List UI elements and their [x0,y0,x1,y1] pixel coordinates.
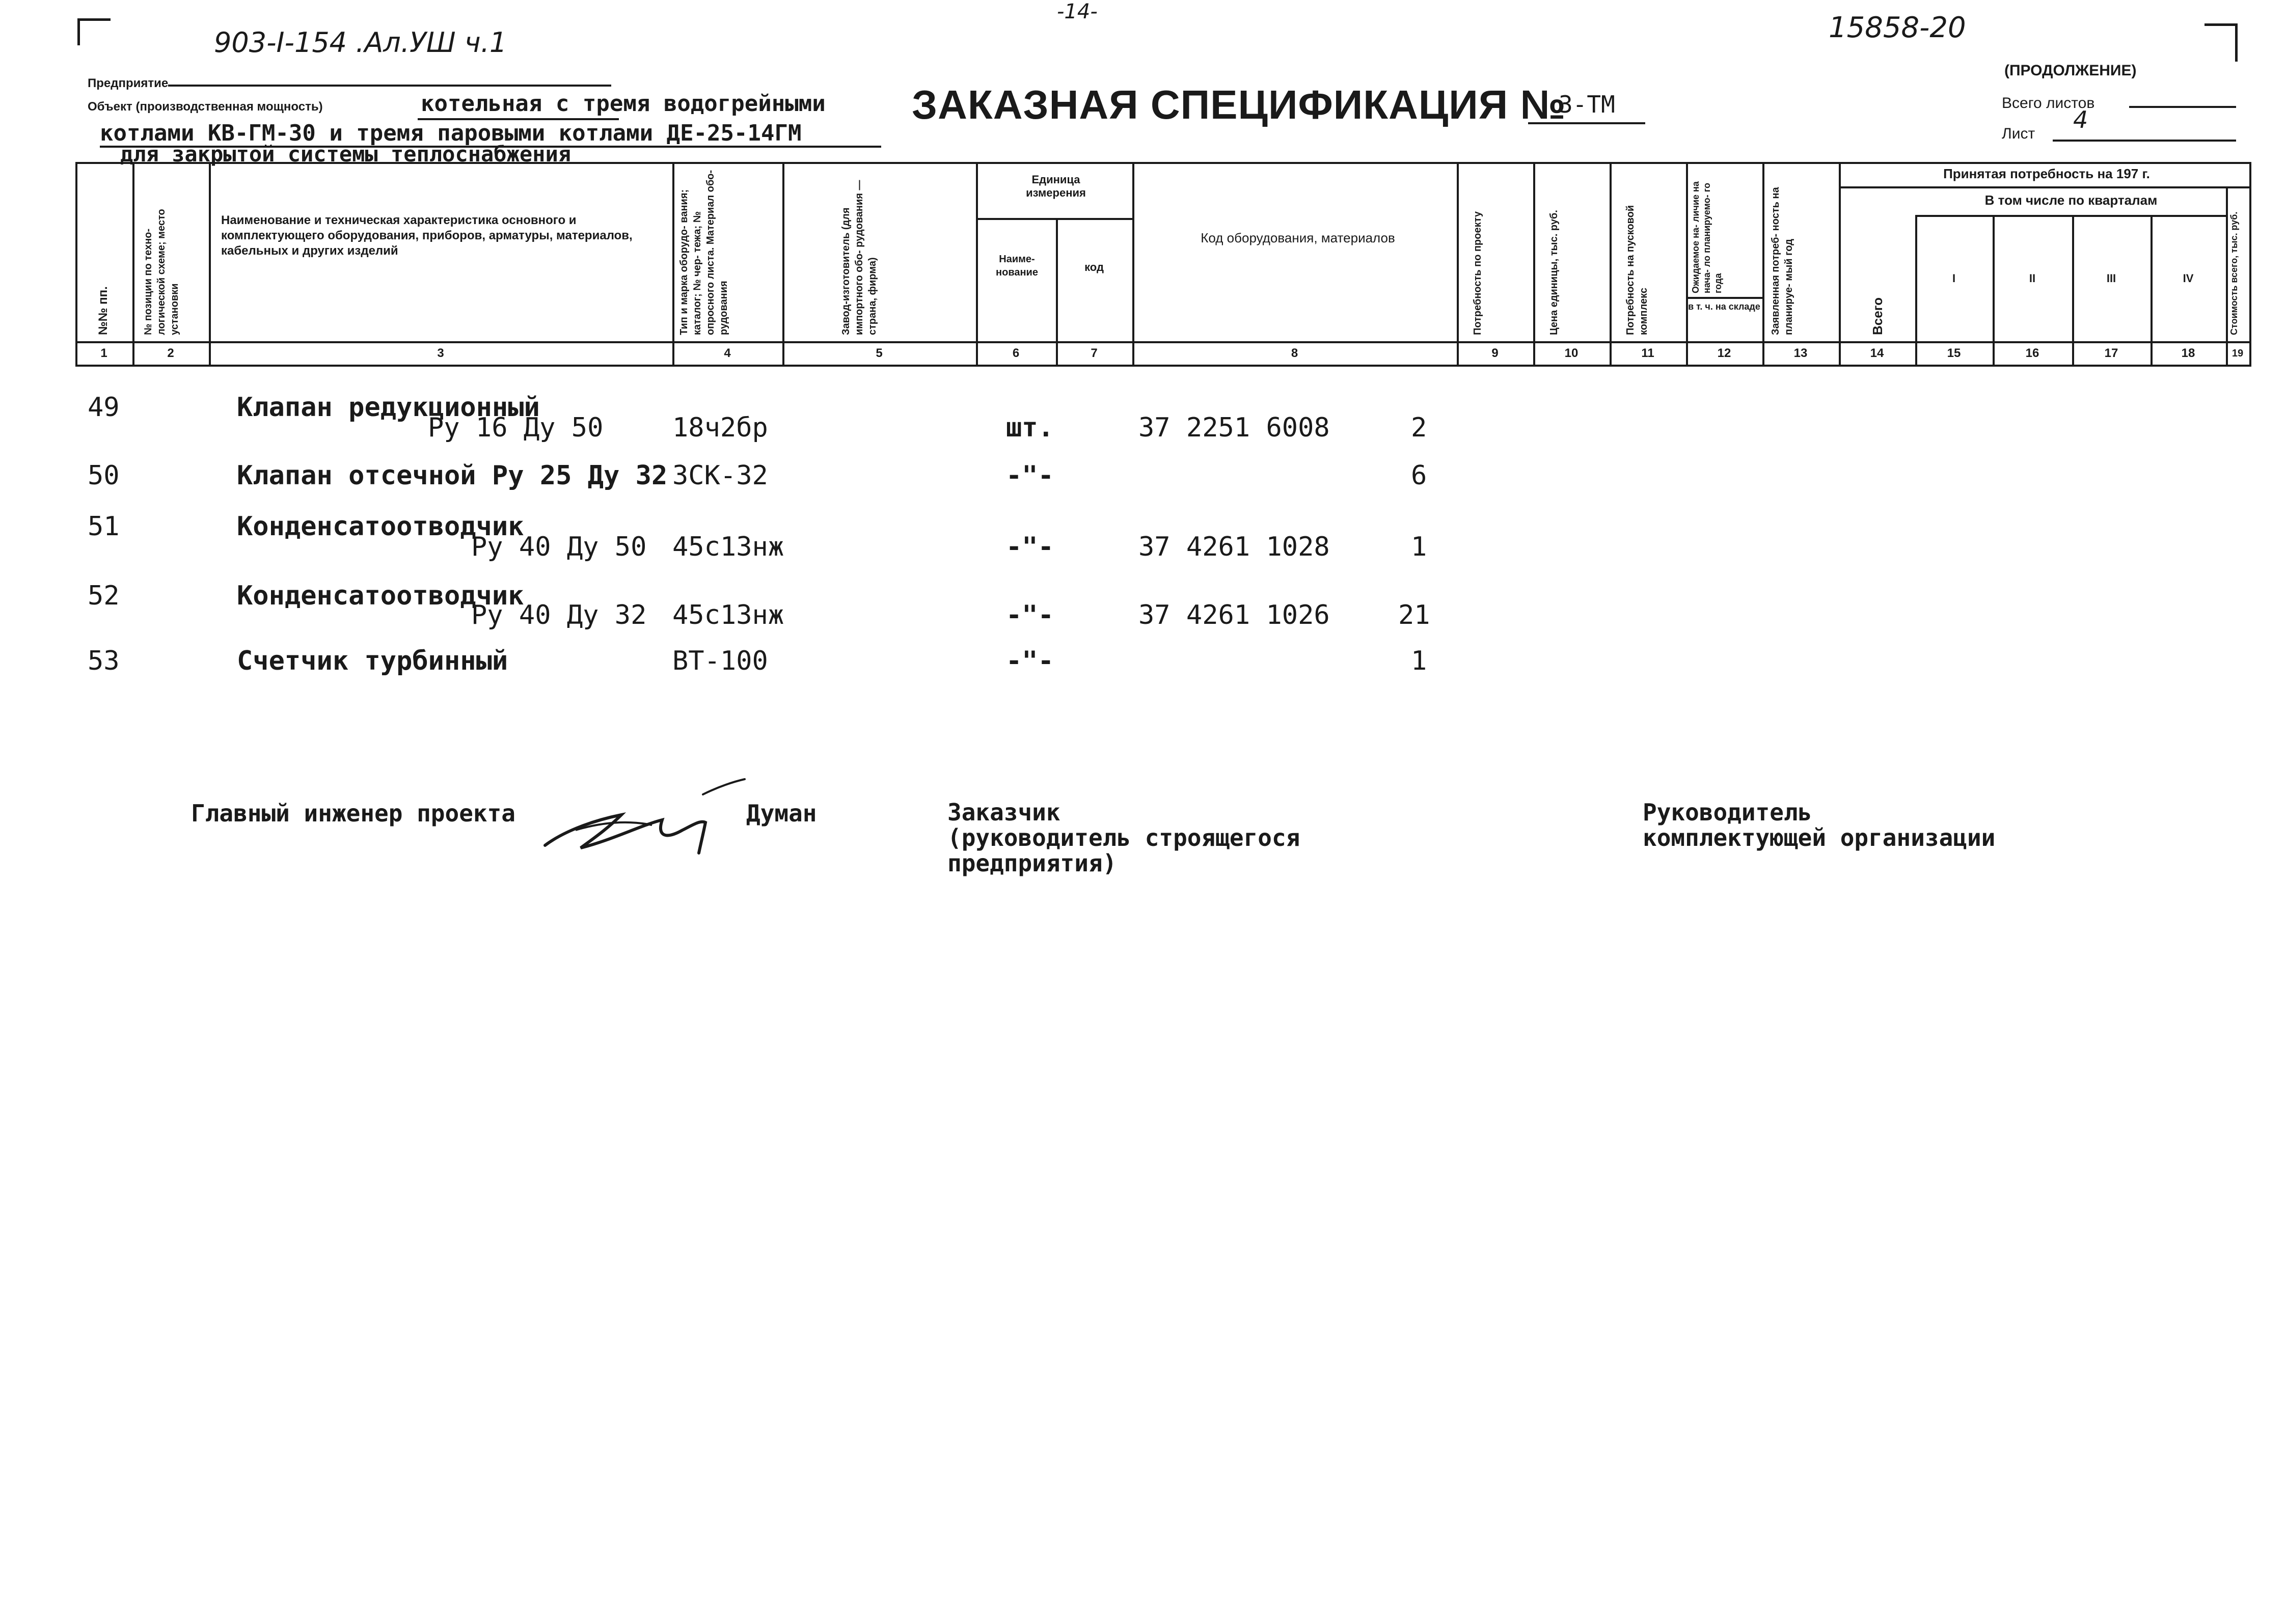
col-line-5 [976,162,978,367]
col-line-3 [672,162,674,367]
col-line-2 [209,162,211,367]
col-header-cost: Стоимость всего, тыс. руб. [2229,211,2239,335]
col-number-16: 16 [2025,346,2039,360]
unit-group-line [976,218,1132,220]
row-number: 52 [88,581,120,611]
col-line-12 [1762,162,1764,367]
row-number: 51 [88,511,120,542]
spec-table-header [75,162,2249,366]
col-number-18: 18 [2181,346,2195,360]
col-header-project-need: Потребность по проекту [1472,211,1483,335]
header-top-border [75,162,2249,164]
col-number-11: 11 [1641,346,1654,360]
customer-label: Заказчик (руководитель строящегося предприятия) [947,799,1300,877]
col-header-name: Наименование и техническая характеристика основного и комплектующего оборудования, приборов, арматуры, материалов, кабельных и других изделий [221,213,633,258]
row-code: 37 4261 1026 [1138,600,1330,630]
continuation-label: (ПРОДОЛЖЕНИЕ) [2004,62,2137,79]
col-header-q1: I [1952,272,1956,285]
col-line-13 [1839,162,1841,367]
col-number-15: 15 [1947,346,1961,360]
row-code: 37 4261 1028 [1138,532,1330,562]
row-type: 45с13нж [672,600,784,630]
header-bottom-border [75,365,2249,367]
doc-code: 903-I-154 .Ал.УШ ч.1 [214,26,507,59]
spec-number: 3-ТМ [1559,91,1615,118]
enterprise-line [168,85,611,87]
chief-engineer-label: Главный инженер проекта [191,800,515,827]
col-number-3: 3 [437,346,444,360]
col-number-13: 13 [1793,346,1808,360]
col-header-total: Всего [1870,297,1885,335]
col-header-unit-price: Цена единицы, тыс. руб. [1548,210,1560,335]
col-line-0 [75,162,77,367]
row-name-continued: Ру 16 Ду 50 [428,412,604,443]
row-name: Конденсатоотводчик [237,581,524,611]
unit-group-header: Единица измерения [1026,173,1086,199]
col-number-4: 4 [724,346,731,360]
row-unit: -"- [1006,600,1054,630]
accepted-group-header: Принятая потребность на 197 г. [1943,166,2150,181]
col-header-num: №№ пп. [96,286,110,335]
row-qty: 1 [1411,532,1427,562]
corner-mark-left [77,18,111,45]
signature-scribble [535,764,749,861]
col-header-manufacturer: Завод-изготовитель (для импортного обо- рудования — страна, фирма) [840,180,878,335]
col-header-q3: III [2106,272,2116,285]
row-name: Счетчик турбинный [237,646,508,676]
col-line-19 [2249,162,2251,367]
signature-stroke [545,815,705,853]
col-header-position: № позиции по техно- логической схеме; место установки [143,209,180,335]
col-header-type: Тип и марка оборудо- вания; каталог; № чер- тежа; № опросного листа. Материал обо- рудования [678,170,729,335]
quarters-group-line [1915,215,2226,217]
sheets-total-line [2129,106,2236,108]
signature-stroke [703,779,745,794]
col-header-startup: Потребность на пусковой комплекс [1625,205,1649,335]
row-number: 53 [88,646,120,676]
object-line-3: для закрытой системы теплоснабжения [120,142,572,167]
sheet-label: Лист [2002,125,2035,142]
row-name: Клапан отсечной Ру 25 Ду 32 [237,460,668,491]
col-line-18 [2226,186,2228,367]
col-number-9: 9 [1491,346,1499,360]
row-type: 45с13нж [672,532,784,562]
col-number-10: 10 [1564,346,1579,360]
corner-mark-right [2205,23,2238,62]
stock-split-line [1686,297,1762,299]
row-qty: 2 [1411,412,1427,443]
supplier-label: Руководитель комплектующей организации [1643,799,1996,851]
row-unit: -"- [1006,460,1054,491]
col-number-17: 17 [2104,346,2118,360]
sheet-line [2053,140,2236,142]
row-qty: 1 [1411,646,1427,676]
quarters-group-header: В том числе по кварталам [1984,192,2158,208]
page-title: ЗАКАЗНАЯ СПЕЦИФИКАЦИЯ № [912,82,1566,127]
row-unit: -"- [1006,532,1054,562]
row-name-continued: Ру 40 Ду 50 [471,532,647,562]
row-type: ЗСК-32 [672,460,768,491]
spec-number-line [1528,122,1645,124]
col-number-5: 5 [876,346,883,360]
col-header-in-stock: в т. ч. на складе [1688,301,1760,312]
col-number-6: 6 [1012,346,1020,360]
row-code: 37 2251 6008 [1138,412,1330,443]
row-qty: 6 [1411,460,1427,491]
col-header-q2: II [2029,272,2036,285]
header-numbers-top-border [75,341,2249,343]
enterprise-label: Предприятие [88,76,169,90]
col-number-14: 14 [1870,346,1884,360]
col-number-1: 1 [100,346,107,360]
row-qty: 21 [1398,600,1430,630]
col-header-unit-name: Наиме- нование [996,254,1038,278]
row-number: 49 [88,392,120,423]
col-number-2: 2 [167,346,174,360]
sheets-total-label: Всего листов [2002,95,2095,112]
row-type: 18ч2бр [672,412,768,443]
col-number-7: 7 [1091,346,1098,360]
page-number: -14- [1057,0,1098,23]
col-header-declared: Заявленная потреб- ность на планируе- мый год [1770,187,1794,335]
row-number: 50 [88,460,120,491]
sheet-number: 4 [2073,106,2088,133]
col-number-12: 12 [1717,346,1731,360]
row-unit: шт. [1006,412,1054,443]
col-line-1 [132,162,134,367]
row-name: Клапан редукционный [237,392,540,423]
archive-number: 15858-20 [1829,11,1966,44]
col-line-8 [1457,162,1459,367]
col-header-expected-stock: Ожидаемое на- личие на нача- ло планируемо- го года [1691,181,1723,293]
row-unit: -"- [1006,646,1054,676]
col-line-9 [1533,162,1535,367]
col-number-8: 8 [1291,346,1298,360]
row-name-continued: Ру 40 Ду 32 [471,600,647,630]
col-header-q4: IV [2183,272,2194,285]
accepted-group-line [1839,186,2249,188]
col-header-code: Код оборудования, материалов [1201,230,1395,245]
row-name: Конденсатоотводчик [237,511,524,542]
object-line-1: котельная с тремя водогрейными [421,91,826,117]
col-header-unit-code: код [1084,261,1104,273]
col-number-19: 19 [2231,348,2244,359]
object-line-2: котлами КВ-ГМ-30 и тремя паровыми котлами ДЕ-25-14ГМ [100,120,802,146]
col-line-7 [1132,162,1134,367]
col-line-4 [782,162,784,367]
object-label: Объект (производственная мощность) [88,100,323,114]
col-line-11 [1686,162,1688,367]
col-line-10 [1610,162,1612,367]
row-type: ВТ-100 [672,646,768,676]
chief-engineer-name: Думан [746,800,817,827]
